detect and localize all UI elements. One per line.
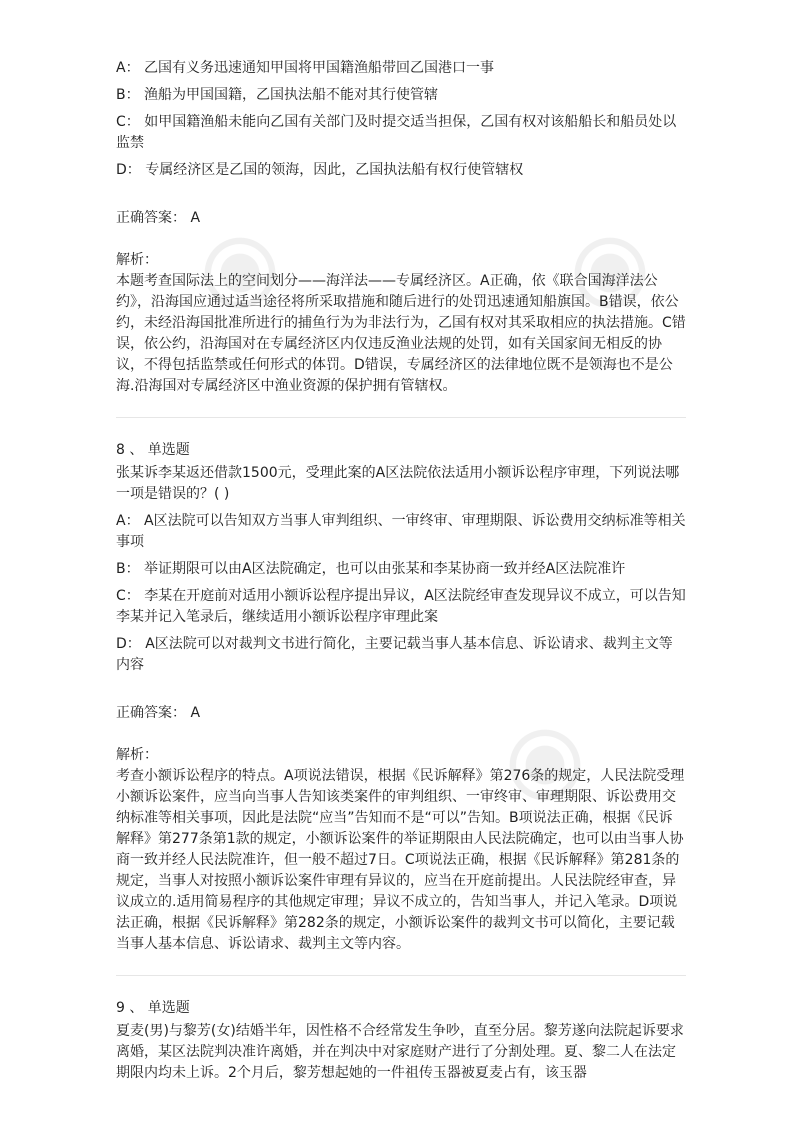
- q8-options: [116, 511, 686, 676]
- q7-option-b: B： 渔船为甲国国籍，乙国执法船不能对其行使管辖: [116, 87, 439, 103]
- q9-stem: 夏麦(男)与黎芳(女)结婚半年，因性格不合经常发生争吵，直至分居。黎芳遂向法院起诉要求离婚，某区法院判决准许离婚，并在判决中对家庭财产进行了分割处理。夏、黎二人在法定期限内均未上诉。2个月后，黎芳想起她的一件祖传玉器被夏麦占有，该玉器: [116, 1023, 684, 1081]
- q7-analysis-text: 本题考查国际法上的空间划分——海洋法——专属经济区。A正确，依《联合国海洋法公约》，沿海国应通过适当途径将所采取措施和随后进行的处罚迅速通知船旗国。B错误，依公约，未经沿海国批准所进行的捕鱼行为为非法行为，乙国有权对其采取相应的执法措施。C错误，依公约，沿海国对在专属经济区内仅违反渔业法规的处罚，如有关国家间无相反的协议，不得包括监禁或任何形式的体罚。D错误，专属经济区的法律地位既不是领海也不是公海.沿海国对专属经济区中渔业资源的保护拥有管辖权。: [116, 273, 686, 394]
- exam-page: [116, 58, 686, 1084]
- q8-analysis-label: 解析：: [116, 747, 158, 763]
- q7-analysis-label: 解析：: [116, 252, 158, 268]
- q7-option-d: D： 专属经济区是乙国的领海，因此，乙国执法船有权行使管辖权: [116, 162, 524, 178]
- q8-option-d: D： A区法院可以对裁判文书进行简化，主要记载当事人基本信息、诉讼请求、裁判主文等内容: [116, 636, 673, 673]
- q8-option-a: A： A区法院可以告知双方当事人审判组织、一审终审、审理期限、诉讼费用交纳标准等相关事项: [116, 513, 686, 550]
- q8-analysis-text: 考查小额诉讼程序的特点。A项说法错误，根据《民诉解释》第276条的规定，人民法院受理小额诉讼案件，应当向当事人告知该类案件的审判组织、一审终审、审理期限、诉讼费用交纳标准等相关事项，因此是法院“应当”告知而不是“可以”告知。B项说法正确，根据《民诉解释》第277条第1款的规定，小额诉讼案件的举证期限由人民法院确定，也可以由当事人协商一致并经人民法院准许，但一般不超过7日。C项说法正确，根据《民诉解释》第281条的规定，当事人对按照小额诉讼案件审理有异议的，应当在开庭前提出。人民法院经审查，异议成立的.适用简易程序的其他规定审理；异议不成立的，告知当事人，并记入笔录。D项说法正确，根据《民诉解释》第282条的规定，小额诉讼案件的裁判文书可以简化，主要记载当事人基本信息、诉讼请求、裁判主文等内容。: [116, 768, 685, 952]
- divider: [116, 417, 686, 418]
- q7-option-a: A： 乙国有义务迅速通知甲国将甲国籍渔船带回乙国港口一事: [116, 60, 495, 76]
- q8-answer: 正确答案： A: [116, 705, 201, 721]
- divider: [116, 975, 686, 976]
- q8-header: 8 、 单选题: [116, 442, 190, 458]
- q8-option-c: C： 李某在开庭前对适用小额诉讼程序提出异议，A区法院经审查发现异议不成立，可以告知李某并记入笔录后，继续适用小额诉讼程序审理此案: [116, 588, 686, 625]
- q7-option-c: C： 如甲国籍渔船未能向乙国有关部门及时提交适当担保，乙国有权对该船船长和船员处以监禁: [116, 114, 677, 151]
- q7-options: [116, 58, 686, 181]
- q8-stem: 张某诉李某返还借款1500元，受理此案的A区法院依法适用小额诉讼程序审理，下列说法哪一项是错误的？( ): [116, 465, 680, 502]
- q8-option-b: B： 举证期限可以由A区法院确定，也可以由张某和李某协商一致并经A区法院准许: [116, 561, 626, 577]
- q7-answer: 正确答案： A: [116, 210, 201, 226]
- q9-header: 9 、 单选题: [116, 1000, 190, 1016]
